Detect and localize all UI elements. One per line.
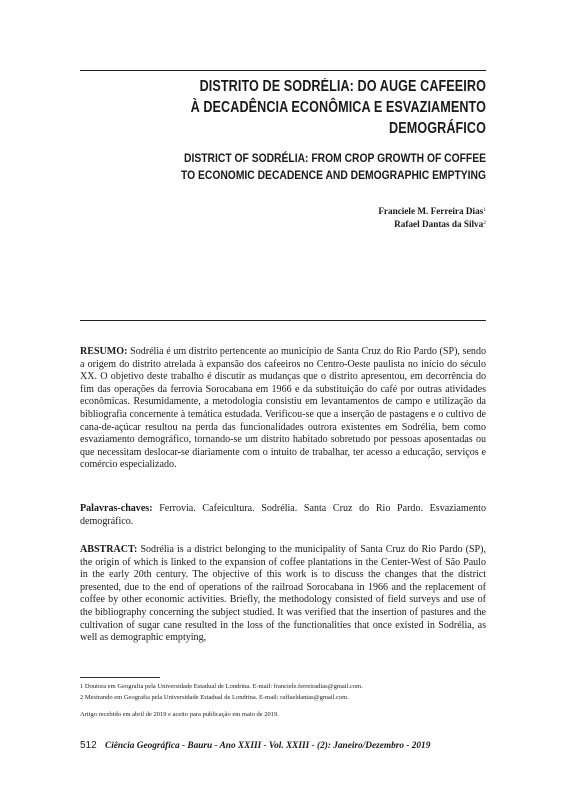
abstract-text: Sodrélia is a district belonging to the municipality of Santa Cruz do Rio Pardo (SP), the origin of which is linked to the expansion of coffee plantations in the Center-West of São Paulo in the early 20th century. The objective of this work is to discuss the changes that the district presented, due to the end of operations of the railroad Sorocabana in 1966 and the replacement of coffee by other economic activities. Briefly, the methodology consisted of field surveys and use of the bibliography concerning the subject studied. It was verified that the insertion of pastures and the cultivation of sugar cane resulted in the loss of the functionalities that once existed in Sodrélia, as well as demographic emptying,	[80, 544, 486, 644]
title-en-line-2: TO ECONOMIC DECADENCE AND DEMOGRAPHIC EMPTYING	[180, 168, 486, 182]
footnote-rule	[80, 677, 160, 678]
author-2	[80, 217, 486, 230]
author-1-note: 1	[483, 207, 486, 213]
keywords-label: Palavras-chaves:	[80, 503, 153, 514]
author-1-name: Franciele M. Ferreira Dias	[378, 206, 484, 216]
footnote-1: 1 Doutora em Geografia pela Universidade Estadual de Londrina. E-mail: franciele.ferreiradias@gmail.com.	[80, 683, 363, 690]
journal-citation: Ciência Geográfica - Bauru - Ano XXIII - Vol. XXIII - (2): Janeiro/Dezembro - 2019	[105, 741, 431, 751]
title-pt-line-1: DISTRITO DE SODRÉLIA: DO AUGE CAFEEIRO	[199, 78, 486, 95]
page-footer	[80, 740, 430, 751]
resumo-paragraph	[80, 346, 486, 472]
title-english	[137, 150, 486, 184]
abstract-label: ABSTRACT:	[80, 544, 138, 555]
keywords-text: Ferrovia. Cafeicultura. Sodrélia. Santa Cruz do Rio Pardo. Esvaziamento demográfico.	[80, 503, 486, 527]
title-pt-line-2: À DECADÊNCIA ECONÔMICA E ESVAZIAMENTO DEMOGRÁFICO	[190, 99, 486, 137]
resumo-text: Sodrélia é um distrito pertencente ao município de Santa Cruz do Rio Pardo (SP), sendo a origem do distrito atrelada à expansão dos cafeeiros no Centro-Oeste paulista no início do século XX. O objetivo deste trabalho é discutir as mudanças que o distrito apresentou, em decorrência do fim das operações da ferrovia Sorocabana em 1966 e da substituição do café por outras atividades econômicas. Resumidamente, a metodologia consistiu em levantamentos de campo e utilização da bibliografia concernente à temática estudada. Verificou-se que a inserção de pastagens e o cultivo de cana-de-açúcar resultou na perda das funcionalidades outrora existentes em Sodrélia, bem como esvaziamento demográfico, tornando-se um distrito habitado sobretudo por pessoas aposentadas ou que necessitam deslocar-se diariamente com o intuito de trabalhar, ter acesso a educação, serviços e comércio especializado.	[80, 346, 487, 471]
author-1	[80, 204, 486, 217]
abstract-paragraph	[80, 544, 486, 645]
author-list	[80, 204, 486, 230]
top-rule	[80, 70, 486, 71]
title-en-line-1: DISTRICT OF SODRÉLIA: FROM CROP GROWTH OF COFFEE	[184, 151, 486, 165]
title-portuguese	[153, 76, 486, 139]
author-2-name: Rafael Dantas da Silva	[394, 219, 484, 229]
received-note: Artigo recebido em abril de 2019 e aceito para publicação em maio de 2019.	[80, 711, 279, 718]
author-2-note: 2	[483, 220, 486, 226]
footnote-2: 2 Mestrando em Geografia pela Universidade Estadual de Londrina. E-mail: raffaeldantas@gmail.com.	[80, 693, 349, 701]
page-number: 512	[80, 740, 97, 751]
resumo-label: RESUMO:	[80, 346, 128, 357]
footnotes	[80, 682, 486, 704]
keywords-paragraph	[80, 503, 486, 528]
abstract-rule	[80, 320, 486, 321]
